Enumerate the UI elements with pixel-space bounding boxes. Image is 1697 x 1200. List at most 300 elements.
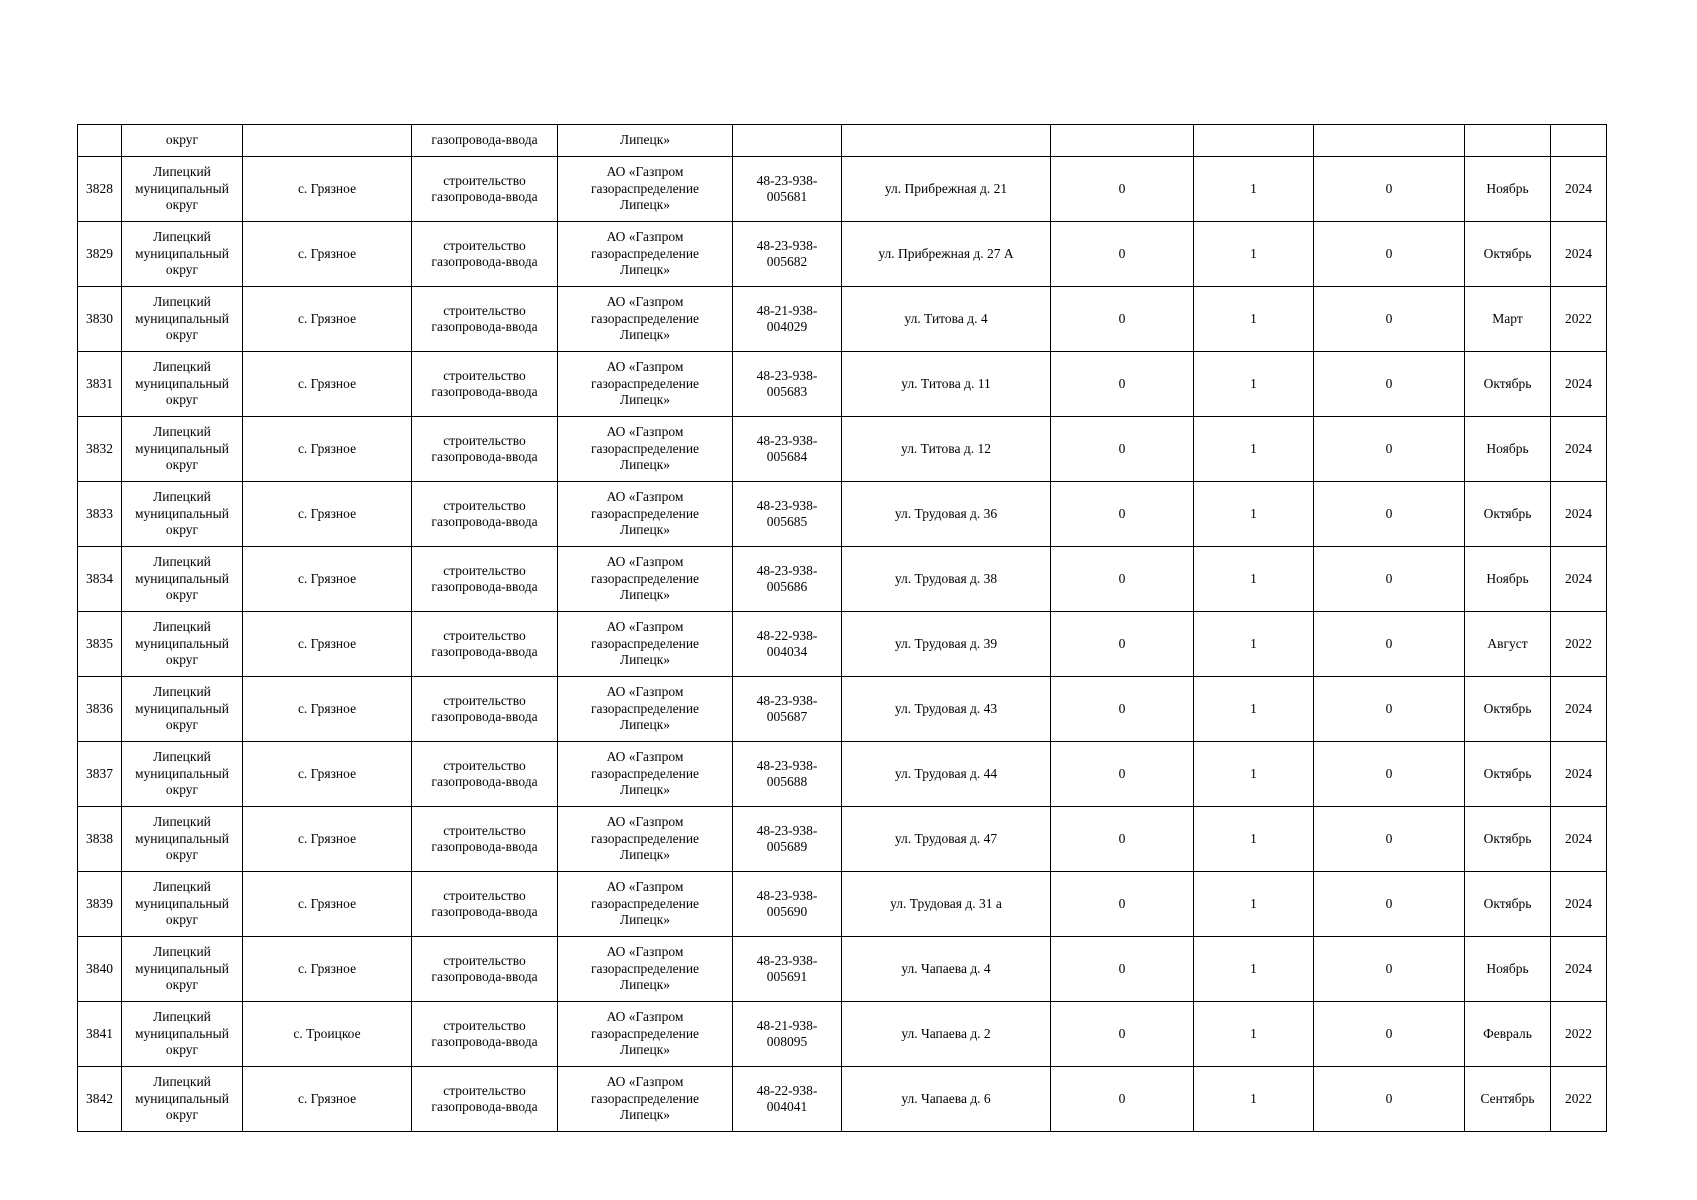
cell-number: 3838 <box>78 807 122 872</box>
cell-value-3: 0 <box>1314 807 1465 872</box>
cell-code-line: 48-23-938- <box>756 562 818 578</box>
cell-district <box>122 222 243 287</box>
cell-locality: с. Грязное <box>243 1067 412 1132</box>
cell-district-line: округ <box>165 1042 199 1058</box>
table-row <box>78 872 1607 937</box>
cell-organization <box>558 612 733 677</box>
cell-organization <box>558 677 733 742</box>
cell-district <box>122 807 243 872</box>
cell-code <box>733 1002 842 1067</box>
cell-code-line: 48-23-938- <box>756 172 818 188</box>
cell-district-line: округ <box>165 327 199 343</box>
cell-value-2: 1 <box>1194 1002 1314 1067</box>
cell-work-line: строительство <box>443 952 526 968</box>
table-row <box>78 157 1607 222</box>
cell-year: 2024 <box>1551 417 1607 482</box>
cell-value-3: 0 <box>1314 222 1465 287</box>
cell-address: ул. Трудовая д. 38 <box>842 547 1051 612</box>
cell-district-line: Липецкий <box>153 814 211 830</box>
cell-district-line: округ <box>165 717 199 733</box>
cell-organization-line: АО «Газпром <box>606 1074 684 1090</box>
cell-number: 3834 <box>78 547 122 612</box>
cell-district-line: округ <box>165 1107 199 1123</box>
cell-organization-line: газораспределение <box>590 635 700 651</box>
cell-code <box>733 157 842 222</box>
cell-work <box>412 612 558 677</box>
cell-district-line: Липецкий <box>153 294 211 310</box>
cell-district-line: муниципальный <box>135 830 229 846</box>
cell-district-line: округ <box>165 197 199 213</box>
cell-work-line: строительство <box>443 1082 526 1098</box>
cell-code-line: 48-23-938- <box>756 757 818 773</box>
cell-code <box>733 872 842 937</box>
cell-value-2: 1 <box>1194 547 1314 612</box>
cell-value-2: 1 <box>1194 742 1314 807</box>
table-row <box>78 222 1607 287</box>
cell-work-line: газопровода-ввода <box>431 709 538 724</box>
cell-year: 2022 <box>1551 612 1607 677</box>
cell-work-line: строительство <box>443 822 526 838</box>
cell-work <box>412 937 558 1002</box>
cell-code-line: 48-21-938- <box>756 1017 818 1033</box>
cell-work-line: газопровода-ввода <box>431 189 538 204</box>
cell-organization-line: АО «Газпром <box>606 684 684 700</box>
cell-value-1: 0 <box>1051 677 1194 742</box>
cell-district <box>122 872 243 937</box>
cell-organization <box>558 547 733 612</box>
cell-code <box>733 742 842 807</box>
cell-district <box>122 1067 243 1132</box>
cell-organization-line: Липецк» <box>619 197 671 213</box>
cell-organization-line: газораспределение <box>590 700 700 716</box>
cell-value-1: 0 <box>1051 872 1194 937</box>
cell-code <box>733 287 842 352</box>
cell-value-2: 1 <box>1194 807 1314 872</box>
cell-organization-line: газораспределение <box>590 830 700 846</box>
cell-number: 3828 <box>78 157 122 222</box>
cell-district <box>122 352 243 417</box>
cell-organization <box>558 1067 733 1132</box>
cell-district-line: Липецкий <box>153 489 211 505</box>
cell-value-2: 1 <box>1194 157 1314 222</box>
cell-organization <box>558 482 733 547</box>
cell-locality: с. Грязное <box>243 287 412 352</box>
cell-district-line: округ <box>165 392 199 408</box>
cell-work-line: строительство <box>443 237 526 253</box>
cell-organization-line: Липецк» <box>619 652 671 668</box>
cell-month: Ноябрь <box>1465 157 1551 222</box>
cell-address: ул. Прибрежная д. 21 <box>842 157 1051 222</box>
cell-address: ул. Чапаева д. 2 <box>842 1002 1051 1067</box>
cell-locality: с. Грязное <box>243 417 412 482</box>
cell-year: 2024 <box>1551 222 1607 287</box>
cell-district-line: муниципальный <box>135 1025 229 1041</box>
cell-work <box>412 157 558 222</box>
cell-organization <box>558 937 733 1002</box>
cell-organization <box>558 352 733 417</box>
cell-work-line: газопровода-ввода <box>431 1099 538 1114</box>
cell-month: Март <box>1465 287 1551 352</box>
cell-district-line: муниципальный <box>135 440 229 456</box>
cell-month: Ноябрь <box>1465 417 1551 482</box>
cell-month: Октябрь <box>1465 482 1551 547</box>
cell-district-line: округ <box>165 522 199 538</box>
cell-month: Октябрь <box>1465 742 1551 807</box>
cell-district: округ <box>122 125 243 157</box>
cell-organization <box>558 222 733 287</box>
cell-organization-line: газораспределение <box>590 895 700 911</box>
cell-code <box>733 125 842 157</box>
cell-value-2: 1 <box>1194 287 1314 352</box>
cell-organization-line: АО «Газпром <box>606 424 684 440</box>
cell-work <box>412 222 558 287</box>
cell-value-3: 0 <box>1314 417 1465 482</box>
cell-work <box>412 872 558 937</box>
cell-organization-line: АО «Газпром <box>606 814 684 830</box>
cell-district-line: Липецкий <box>153 424 211 440</box>
cell-district-line: округ <box>165 912 199 928</box>
cell-value-1: 0 <box>1051 937 1194 1002</box>
cell-code-line: 005690 <box>766 904 808 919</box>
cell-organization-line: АО «Газпром <box>606 944 684 960</box>
cell-organization: Липецк» <box>558 125 733 157</box>
cell-organization-line: АО «Газпром <box>606 554 684 570</box>
cell-number: 3830 <box>78 287 122 352</box>
cell-organization <box>558 417 733 482</box>
cell-organization-line: Липецк» <box>619 977 671 993</box>
cell-address: ул. Прибрежная д. 27 А <box>842 222 1051 287</box>
cell-code <box>733 677 842 742</box>
cell-district-line: округ <box>165 587 199 603</box>
cell-work-line: строительство <box>443 432 526 448</box>
cell-organization <box>558 287 733 352</box>
cell-work-line: газопровода-ввода <box>431 839 538 854</box>
cell-number: 3837 <box>78 742 122 807</box>
cell-district-line: Липецкий <box>153 164 211 180</box>
cell-code <box>733 612 842 677</box>
cell-district-line: округ <box>165 847 199 863</box>
cell-organization-line: газораспределение <box>590 505 700 521</box>
cell-number: 3841 <box>78 1002 122 1067</box>
cell-address: ул. Титова д. 12 <box>842 417 1051 482</box>
cell-work: газопровода-ввода <box>412 125 558 157</box>
cell-organization-line: газораспределение <box>590 375 700 391</box>
cell-value-3: 0 <box>1314 157 1465 222</box>
cell-value-3: 0 <box>1314 482 1465 547</box>
cell-code-line: 005682 <box>766 254 808 269</box>
cell-organization-line: АО «Газпром <box>606 879 684 895</box>
cell-value-2: 1 <box>1194 612 1314 677</box>
cell-work-line: газопровода-ввода <box>431 644 538 659</box>
cell-organization-line: газораспределение <box>590 570 700 586</box>
cell-code <box>733 482 842 547</box>
cell-work-line: газопровода-ввода <box>431 319 538 334</box>
cell-work <box>412 1067 558 1132</box>
cell-year: 2022 <box>1551 287 1607 352</box>
cell-code-line: 005686 <box>766 579 808 594</box>
cell-value-2: 1 <box>1194 1067 1314 1132</box>
cell-code-line: 005689 <box>766 839 808 854</box>
cell-district-line: муниципальный <box>135 635 229 651</box>
cell-district <box>122 742 243 807</box>
cell-code-line: 48-23-938- <box>756 692 818 708</box>
cell-value-2: 1 <box>1194 222 1314 287</box>
cell-number: 3840 <box>78 937 122 1002</box>
cell-value-3: 0 <box>1314 872 1465 937</box>
cell-organization-line: газораспределение <box>590 310 700 326</box>
cell-value-1: 0 <box>1051 1067 1194 1132</box>
cell-locality: с. Грязное <box>243 872 412 937</box>
cell-value-2: 1 <box>1194 417 1314 482</box>
cell-year: 2024 <box>1551 547 1607 612</box>
cell-work-line: строительство <box>443 692 526 708</box>
cell-district <box>122 937 243 1002</box>
cell-month <box>1465 125 1551 157</box>
cell-district-line: муниципальный <box>135 180 229 196</box>
cell-organization-line: газораспределение <box>590 180 700 196</box>
cell-value-3 <box>1314 125 1465 157</box>
cell-year: 2024 <box>1551 677 1607 742</box>
cell-address <box>842 125 1051 157</box>
cell-code-line: 005688 <box>766 774 808 789</box>
cell-value-1: 0 <box>1051 287 1194 352</box>
cell-year: 2024 <box>1551 937 1607 1002</box>
cell-value-2: 1 <box>1194 677 1314 742</box>
cell-district-line: Липецкий <box>153 1009 211 1025</box>
cell-locality: с. Грязное <box>243 482 412 547</box>
cell-code <box>733 547 842 612</box>
cell-district <box>122 417 243 482</box>
table-row <box>78 352 1607 417</box>
cell-value-2: 1 <box>1194 352 1314 417</box>
cell-organization-line: газораспределение <box>590 960 700 976</box>
cell-organization-line: АО «Газпром <box>606 359 684 375</box>
table-body <box>78 125 1607 1132</box>
cell-organization-line: Липецк» <box>619 587 671 603</box>
cell-code-line: 005683 <box>766 384 808 399</box>
cell-value-2: 1 <box>1194 872 1314 937</box>
cell-work <box>412 417 558 482</box>
cell-work-line: строительство <box>443 172 526 188</box>
gasification-table <box>77 124 1607 1132</box>
cell-code <box>733 1067 842 1132</box>
cell-work <box>412 352 558 417</box>
cell-address: ул. Трудовая д. 47 <box>842 807 1051 872</box>
table-row <box>78 937 1607 1002</box>
cell-year <box>1551 125 1607 157</box>
cell-value-1: 0 <box>1051 1002 1194 1067</box>
table-row <box>78 417 1607 482</box>
cell-district <box>122 547 243 612</box>
cell-number: 3836 <box>78 677 122 742</box>
cell-number: 3832 <box>78 417 122 482</box>
table-row <box>78 807 1607 872</box>
cell-district-line: муниципальный <box>135 570 229 586</box>
cell-work-line: строительство <box>443 497 526 513</box>
cell-locality: с. Грязное <box>243 677 412 742</box>
cell-code <box>733 352 842 417</box>
cell-district <box>122 677 243 742</box>
cell-organization-line: Липецк» <box>619 327 671 343</box>
cell-organization-line: газораспределение <box>590 1025 700 1041</box>
cell-code-line: 48-23-938- <box>756 887 818 903</box>
cell-address: ул. Титова д. 11 <box>842 352 1051 417</box>
cell-organization-line: газораспределение <box>590 1090 700 1106</box>
cell-code-line: 005691 <box>766 969 808 984</box>
cell-year: 2024 <box>1551 807 1607 872</box>
cell-value-1 <box>1051 125 1194 157</box>
cell-number: 3842 <box>78 1067 122 1132</box>
cell-value-1: 0 <box>1051 482 1194 547</box>
cell-organization-line: Липецк» <box>619 717 671 733</box>
cell-code-line: 005685 <box>766 514 808 529</box>
cell-month: Октябрь <box>1465 872 1551 937</box>
cell-year: 2024 <box>1551 872 1607 937</box>
cell-value-2 <box>1194 125 1314 157</box>
table-row <box>78 287 1607 352</box>
cell-code <box>733 222 842 287</box>
cell-number: 3829 <box>78 222 122 287</box>
cell-work-line: строительство <box>443 302 526 318</box>
cell-district <box>122 1002 243 1067</box>
cell-work <box>412 1002 558 1067</box>
cell-code-line: 005684 <box>766 449 808 464</box>
cell-district-line: Липецкий <box>153 619 211 635</box>
cell-organization-line: Липецк» <box>619 522 671 538</box>
cell-code-line: 004034 <box>766 644 808 659</box>
cell-district-line: Липецкий <box>153 879 211 895</box>
cell-value-3: 0 <box>1314 937 1465 1002</box>
cell-value-3: 0 <box>1314 612 1465 677</box>
cell-work-line: газопровода-ввода <box>431 579 538 594</box>
cell-value-1: 0 <box>1051 222 1194 287</box>
cell-address: ул. Трудовая д. 43 <box>842 677 1051 742</box>
table-row <box>78 677 1607 742</box>
cell-address: ул. Титова д. 4 <box>842 287 1051 352</box>
cell-district-line: округ <box>165 262 199 278</box>
cell-organization-line: Липецк» <box>619 262 671 278</box>
cell-district-line: Липецкий <box>153 944 211 960</box>
cell-value-1: 0 <box>1051 612 1194 677</box>
cell-value-1: 0 <box>1051 417 1194 482</box>
cell-organization-line: Липецк» <box>619 782 671 798</box>
cell-address: ул. Чапаева д. 4 <box>842 937 1051 1002</box>
cell-address: ул. Трудовая д. 44 <box>842 742 1051 807</box>
cell-number: 3839 <box>78 872 122 937</box>
cell-code-line: 008095 <box>766 1034 808 1049</box>
table-row <box>78 1002 1607 1067</box>
cell-organization-line: Липецк» <box>619 847 671 863</box>
cell-organization-line: АО «Газпром <box>606 1009 684 1025</box>
cell-month: Октябрь <box>1465 222 1551 287</box>
cell-organization <box>558 872 733 937</box>
cell-code-line: 48-23-938- <box>756 822 818 838</box>
cell-locality: с. Грязное <box>243 612 412 677</box>
cell-year: 2024 <box>1551 482 1607 547</box>
cell-work <box>412 482 558 547</box>
cell-code-line: 48-23-938- <box>756 432 818 448</box>
cell-district-line: муниципальный <box>135 245 229 261</box>
cell-district-line: муниципальный <box>135 1090 229 1106</box>
cell-organization-line: АО «Газпром <box>606 749 684 765</box>
cell-code-line: 48-23-938- <box>756 497 818 513</box>
cell-value-3: 0 <box>1314 547 1465 612</box>
cell-year: 2024 <box>1551 157 1607 222</box>
cell-district-line: муниципальный <box>135 765 229 781</box>
cell-district-line: округ <box>165 977 199 993</box>
cell-month: Ноябрь <box>1465 547 1551 612</box>
cell-year: 2022 <box>1551 1067 1607 1132</box>
cell-district <box>122 482 243 547</box>
cell-district <box>122 612 243 677</box>
cell-code-line: 005687 <box>766 709 808 724</box>
table-row <box>78 742 1607 807</box>
cell-work-line: газопровода-ввода <box>431 514 538 529</box>
cell-district-line: округ <box>165 782 199 798</box>
cell-work-line: газопровода-ввода <box>431 904 538 919</box>
cell-year: 2022 <box>1551 1002 1607 1067</box>
cell-organization <box>558 742 733 807</box>
cell-code-line: 004041 <box>766 1099 808 1114</box>
cell-locality: с. Грязное <box>243 547 412 612</box>
cell-organization-line: газораспределение <box>590 245 700 261</box>
cell-organization <box>558 157 733 222</box>
cell-code <box>733 937 842 1002</box>
cell-district-line: муниципальный <box>135 375 229 391</box>
cell-month: Февраль <box>1465 1002 1551 1067</box>
cell-district-line: Липецкий <box>153 749 211 765</box>
cell-district-line: муниципальный <box>135 505 229 521</box>
table-row <box>78 482 1607 547</box>
cell-code-line: 48-22-938- <box>756 627 818 643</box>
cell-district <box>122 157 243 222</box>
cell-organization-line: Липецк» <box>619 1042 671 1058</box>
cell-code <box>733 417 842 482</box>
cell-value-3: 0 <box>1314 1002 1465 1067</box>
cell-work-line: строительство <box>443 1017 526 1033</box>
cell-work-line: газопровода-ввода <box>431 254 538 269</box>
cell-number: 3831 <box>78 352 122 417</box>
cell-value-3: 0 <box>1314 287 1465 352</box>
cell-organization-line: Липецк» <box>619 1107 671 1123</box>
cell-work <box>412 287 558 352</box>
cell-code <box>733 807 842 872</box>
table-row <box>78 1067 1607 1132</box>
cell-organization-line: Липецк» <box>619 392 671 408</box>
cell-code-line: 48-23-938- <box>756 367 818 383</box>
cell-locality: с. Грязное <box>243 352 412 417</box>
cell-month: Октябрь <box>1465 352 1551 417</box>
cell-work-line: газопровода-ввода <box>431 384 538 399</box>
cell-work-line: газопровода-ввода <box>431 969 538 984</box>
cell-code-line: 48-21-938- <box>756 302 818 318</box>
cell-district-line: Липецкий <box>153 684 211 700</box>
cell-value-2: 1 <box>1194 937 1314 1002</box>
cell-code-line: 004029 <box>766 319 808 334</box>
cell-value-1: 0 <box>1051 352 1194 417</box>
cell-address: ул. Трудовая д. 31 а <box>842 872 1051 937</box>
cell-work-line: строительство <box>443 757 526 773</box>
cell-month: Ноябрь <box>1465 937 1551 1002</box>
cell-work-line: строительство <box>443 627 526 643</box>
table-row <box>78 612 1607 677</box>
cell-district-line: муниципальный <box>135 310 229 326</box>
cell-work-line: газопровода-ввода <box>431 449 538 464</box>
table-row <box>78 547 1607 612</box>
cell-district <box>122 287 243 352</box>
cell-district-line: Липецкий <box>153 554 211 570</box>
cell-locality: с. Грязное <box>243 157 412 222</box>
